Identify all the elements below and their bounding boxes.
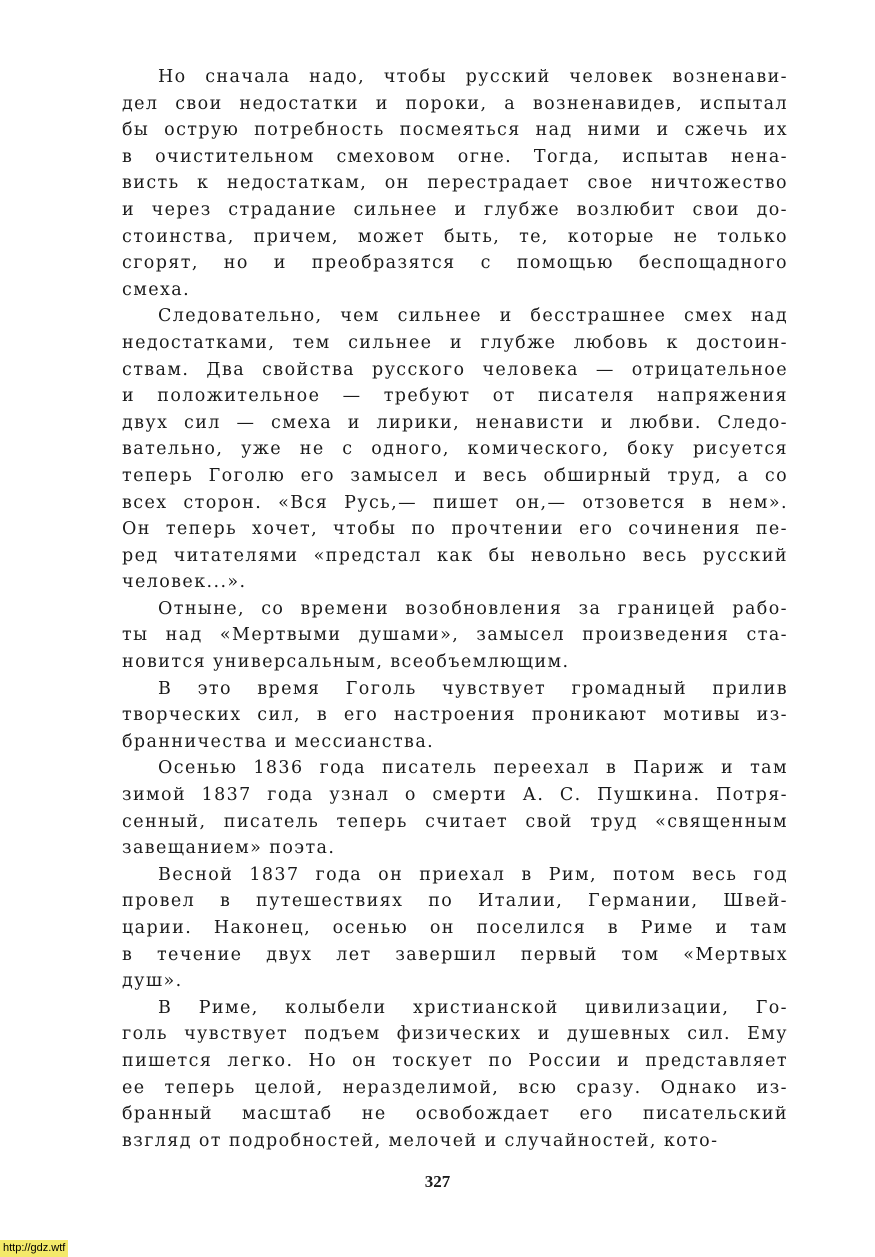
paragraph: [122, 596, 788, 676]
text-line: в очистительном смеховом огне. Тогда, испытав нена-: [122, 146, 788, 167]
text-line: ствам. Два свойства русского человека — отрицательное: [122, 359, 788, 380]
text-line: ее теперь целой, неразделимой, всю сразу. Однако из-: [122, 1077, 788, 1098]
text-line: Отныне, со времени возобновления за границей рабо-: [158, 598, 788, 619]
text-line: голь чувствует подъем физических и душевных сил. Ему: [122, 1024, 788, 1045]
text-line: царии. Наконец, осенью он поселился в Риме и там: [122, 918, 788, 938]
paragraph: [122, 755, 788, 861]
text-line: пишется легко. Но он тоскует по России и представляет: [122, 1050, 788, 1071]
text-line: человек...».: [122, 572, 247, 593]
text-line: двух сил — смеха и лирики, ненависти и любви. Следо-: [122, 412, 788, 433]
text-line: творческих сил, в его настроения проникают мотивы из-: [122, 705, 788, 726]
text-line: зимой 1837 года узнал о смерти А. С. Пушкина. Потря-: [122, 785, 788, 806]
text-line: В это время Гоголь чувствует громадный прилив: [158, 678, 788, 699]
text-line: В Риме, колыбели христианской цивилизации, Го-: [158, 997, 788, 1018]
text-line: Осенью 1836 года писатель переехал в Париж и там: [158, 758, 788, 779]
text-line: бранничества и мессианства.: [122, 731, 435, 752]
text-line: недостатками, тем сильнее и глубже любовь к достоин-: [122, 332, 788, 353]
text-line: в течение двух лет завершил первый том «Мертвых: [122, 944, 788, 965]
text-line: завещанием» поэта.: [122, 838, 336, 859]
text-line: и через страдание сильнее и глубже возлюбит свои до-: [122, 199, 788, 220]
text-line: сгорят, но и преобразятся с помощью беспощадного: [122, 253, 788, 274]
paragraph: [122, 303, 788, 596]
paragraph: [122, 862, 788, 995]
text-line: душ».: [122, 971, 183, 992]
text-line: Весной 1837 года он приехал в Рим, потом весь год: [158, 864, 788, 885]
text-line: бранный масштаб не освобождает его писательский: [122, 1104, 788, 1125]
text-line: новится универсальным, всеобъемлющим.: [122, 652, 570, 673]
paragraph: [122, 64, 788, 303]
page-number: 327: [424, 1172, 451, 1191]
text-line: вательно, уже не с одного, комического, боку рисуется: [122, 439, 788, 460]
text-line: сенный, писатель теперь считает свой труд «священным: [122, 811, 788, 832]
paragraph: [122, 995, 788, 1155]
watermark-link[interactable]: http://gdz.wtf: [0, 1240, 68, 1257]
text-line: ред читателями «предстал как бы невольно весь русский: [122, 545, 788, 566]
text-line: Но сначала надо, чтобы русский человек возненави-: [158, 67, 788, 87]
text-line: и положительное — требуют от писателя напряжения: [122, 386, 788, 407]
text-line: висть к недостаткам, он перестрадает свое ничтожество: [122, 173, 788, 194]
text-line: смеха.: [122, 279, 191, 300]
text-line: стоинства, причем, может быть, те, которые не только: [122, 226, 788, 247]
text-line: ты над «Мертвыми душами», замысел произведения ста-: [122, 625, 788, 646]
text-line: Он теперь хочет, чтобы по прочтении его сочинения пе-: [122, 519, 788, 540]
text-line: теперь Гоголю его замысел и весь обширный труд, а со: [122, 465, 788, 486]
text-line: провел в путешествиях по Италии, Германии, Швей-: [122, 891, 788, 912]
page-text: [122, 64, 788, 1154]
text-line: всех сторон. «Вся Русь,— пишет он,— отзовется в нем».: [122, 492, 788, 513]
text-line: взгляд от подробностей, мелочей и случайностей, кото-: [122, 1130, 719, 1151]
text-line: дел свои недостатки и пороки, а возненавидев, испытал: [122, 93, 788, 114]
text-line: Следовательно, чем сильнее и бесстрашнее смех над: [158, 306, 788, 327]
text-line: бы острую потребность посмеяться над ними и сжечь их: [122, 120, 788, 141]
paragraph: [122, 676, 788, 756]
